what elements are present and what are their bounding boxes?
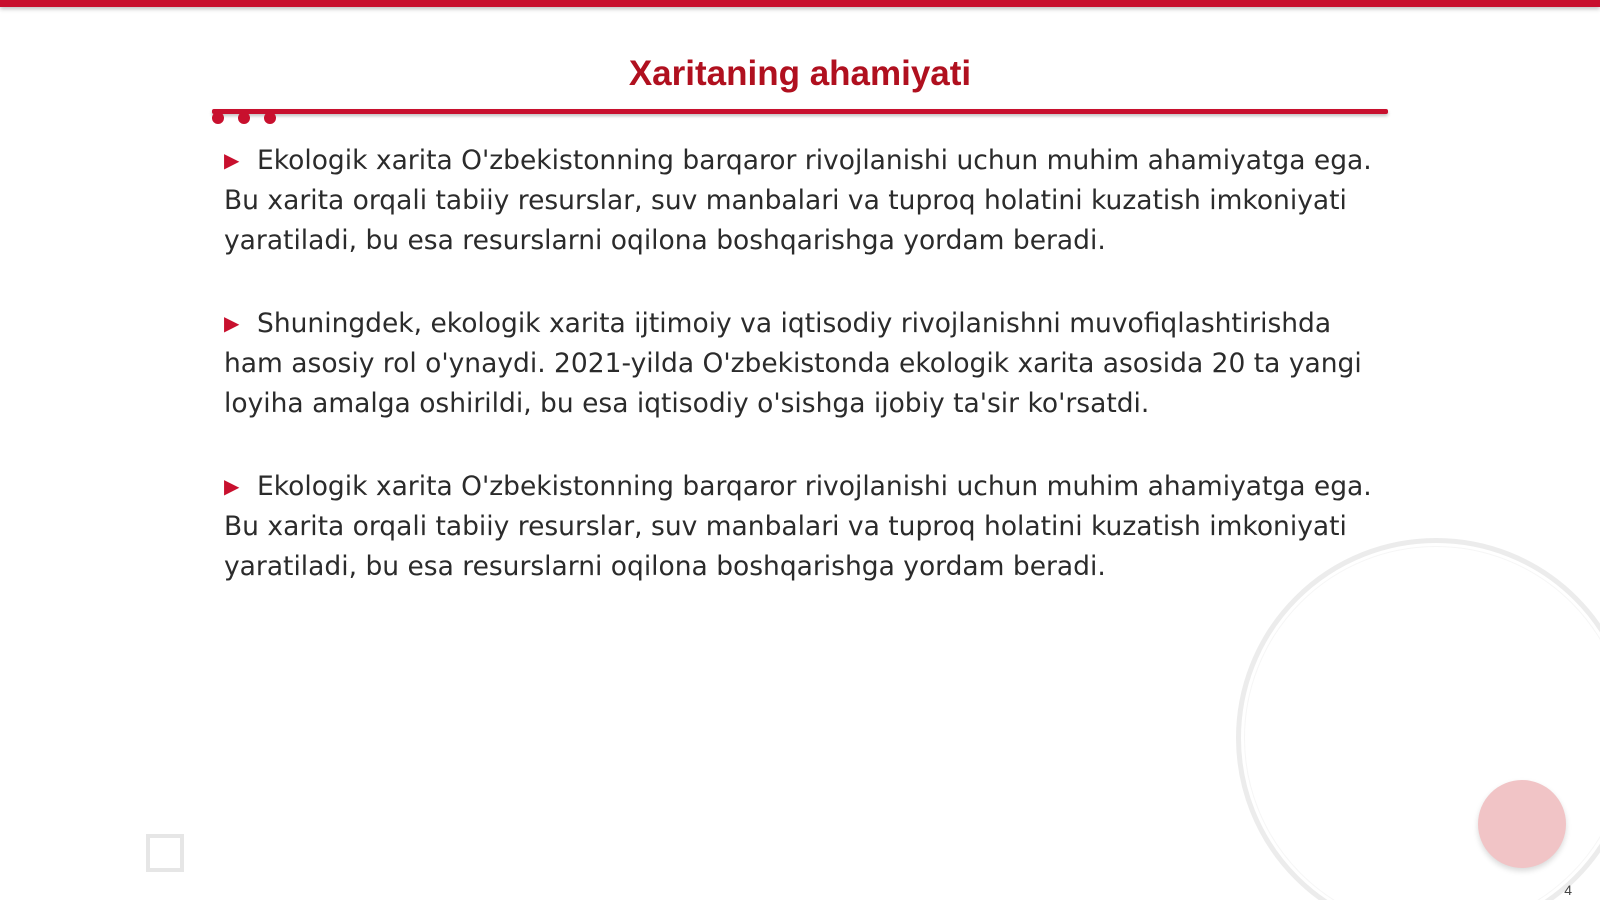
decor-dot	[212, 112, 224, 124]
bullet-paragraph-1	[224, 140, 1374, 261]
title-underline	[212, 109, 1388, 114]
decor-pink-circle	[1478, 780, 1566, 868]
slide-title: Xaritaning ahamiyati	[628, 54, 972, 93]
paragraph-text: Ekologik xarita O'zbekistonning barqaror rivojlanishi uchun muhim ahamiyatga ega. Bu xarita orqali tabiiy resurslar, suv manbalari va tuproq holatini kuzatish imkoniyati yaratiladi, bu esa resurslarni oqilona boshqarishga yordam beradi.	[224, 145, 1372, 256]
paragraph-text: Shuningdek, ekologik xarita ijtimoiy va iqtisodiy rivojlanishni muvofiqlashtirishda ham asosiy rol o'ynaydi. 2021-yilda O'zbekistonda ekologik xarita asosida 20 ta yangi loyiha amalga oshirildi, bu esa iqtisodiy o'sishga ijobiy ta'sir ko'rsatdi.	[224, 308, 1362, 419]
decor-dot	[264, 112, 276, 124]
decor-square	[146, 834, 184, 872]
triangle-bullet-icon: ▶	[224, 148, 240, 172]
triangle-bullet-icon: ▶	[224, 311, 240, 335]
top-accent-bar	[0, 0, 1600, 7]
paragraph-text: Ekologik xarita O'zbekistonning barqaror rivojlanishi uchun muhim ahamiyatga ega. Bu xarita orqali tabiiy resurslar, suv manbalari va tuproq holatini kuzatish imkoniyati yaratiladi, bu esa resurslarni oqilona boshqarishga yordam beradi.	[224, 471, 1372, 582]
bullet-paragraph-2	[224, 303, 1374, 424]
bullet-paragraph-3	[224, 466, 1374, 587]
page-number: 4	[1564, 882, 1572, 898]
decor-dot	[238, 112, 250, 124]
triangle-bullet-icon: ▶	[224, 474, 240, 498]
bullet-list	[224, 140, 1374, 629]
